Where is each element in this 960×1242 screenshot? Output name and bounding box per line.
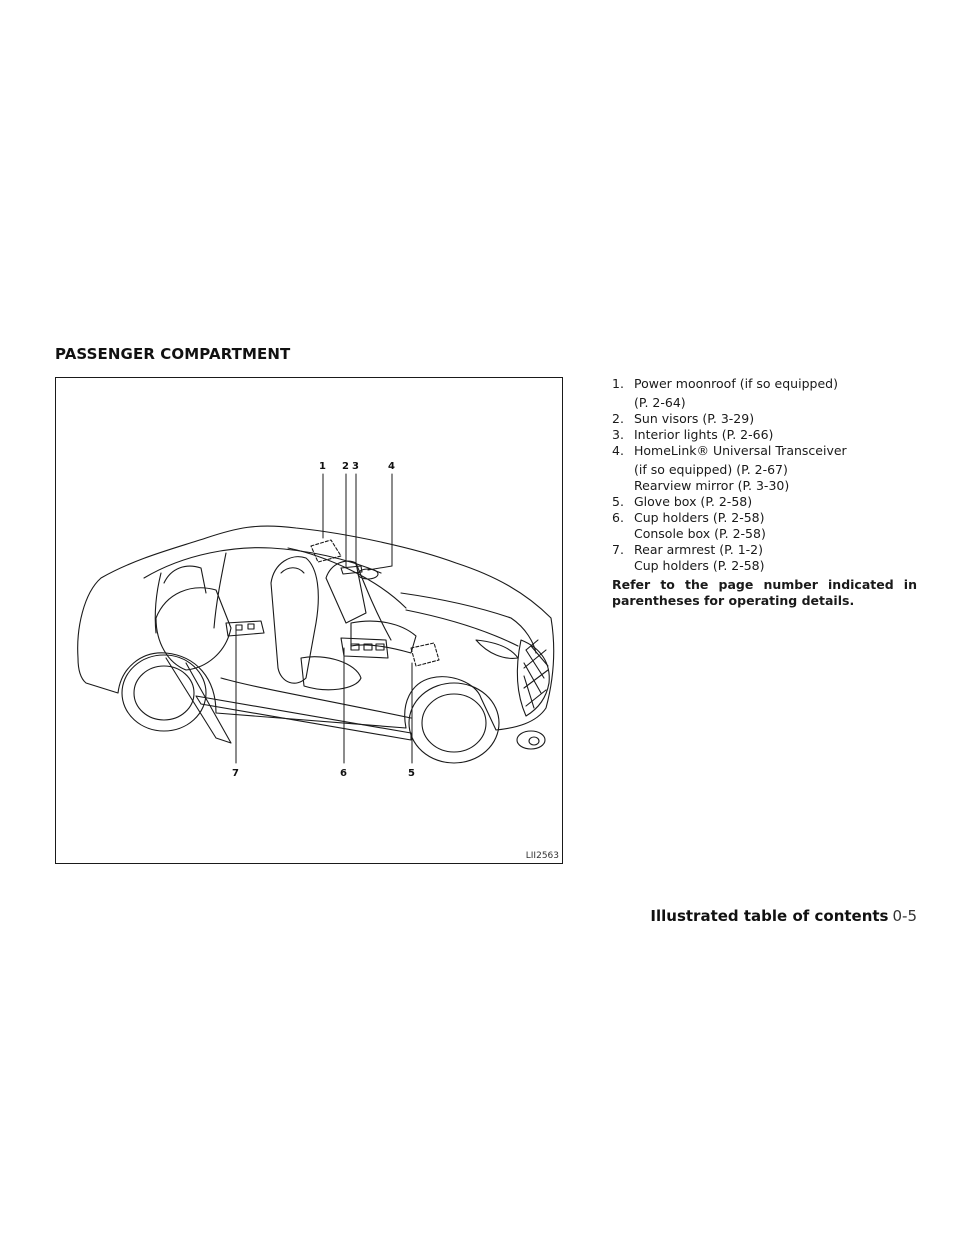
windshield bbox=[288, 548, 406, 608]
legend-text: Glove box (P. 2-58) bbox=[634, 494, 753, 509]
callout-6: 6 bbox=[340, 768, 347, 779]
legend-item bbox=[612, 376, 917, 411]
legend-text: HomeLink® Universal Transceiver bbox=[634, 443, 847, 458]
rear-armrest bbox=[226, 621, 264, 636]
car-cutaway-drawing bbox=[56, 378, 564, 865]
car-body-outline bbox=[78, 526, 554, 730]
front-seat-back bbox=[271, 557, 318, 683]
legend-number: 4. bbox=[612, 443, 624, 458]
legend-number: 5. bbox=[612, 494, 624, 509]
legend-item bbox=[612, 494, 917, 510]
car-interior-illustration bbox=[55, 377, 563, 864]
rear-seat bbox=[156, 588, 231, 670]
a-pillar bbox=[356, 563, 391, 640]
callout-1: 1 bbox=[319, 461, 326, 472]
legend-number: 1. bbox=[612, 376, 624, 391]
legend-text: Cup holders (P. 2-58) bbox=[634, 558, 765, 573]
legend-list bbox=[612, 376, 917, 609]
callout-leaders bbox=[236, 474, 412, 763]
glove-box-outline bbox=[411, 643, 439, 666]
section-title: PASSENGER COMPARTMENT bbox=[55, 345, 291, 363]
legend-text: (P. 2-64) bbox=[634, 395, 686, 410]
page-footer bbox=[0, 907, 917, 925]
legend-text: (if so equipped) (P. 2-67) bbox=[634, 462, 788, 477]
legend-text: Console box (P. 2-58) bbox=[634, 526, 766, 541]
legend-item bbox=[612, 427, 917, 443]
door-sill bbox=[196, 696, 411, 740]
legend-text: Interior lights (P. 2-66) bbox=[634, 427, 774, 442]
legend-number: 3. bbox=[612, 427, 624, 442]
figure-code: LII2563 bbox=[525, 851, 559, 861]
legend-text: Cup holders (P. 2-58) bbox=[634, 510, 765, 525]
hood bbox=[401, 593, 536, 653]
legend-item bbox=[612, 411, 917, 427]
hood-crease bbox=[406, 610, 518, 646]
page-number: 0-5 bbox=[892, 907, 917, 925]
callout-7: 7 bbox=[232, 768, 239, 779]
callout-2: 2 bbox=[342, 461, 349, 472]
legend-text: Power moonroof (if so equipped) bbox=[634, 376, 838, 391]
footer-title: Illustrated table of contents bbox=[650, 907, 889, 925]
legend-item bbox=[612, 443, 917, 494]
legend-text: Sun visors (P. 3-29) bbox=[634, 411, 755, 426]
legend-number: 2. bbox=[612, 411, 624, 426]
legend-item bbox=[612, 542, 917, 574]
callout-4: 4 bbox=[388, 461, 395, 472]
callout-5: 5 bbox=[408, 768, 415, 779]
legend-text: Rearview mirror (P. 3-30) bbox=[634, 478, 790, 493]
operating-details-note: Refer to the page number indicated in parentheses for operating details. bbox=[612, 577, 917, 608]
front-seat-cushion bbox=[301, 657, 361, 690]
callout-3: 3 bbox=[352, 461, 359, 472]
legend-number: 6. bbox=[612, 510, 624, 525]
legend-text: Rear armrest (P. 1-2) bbox=[634, 542, 763, 557]
legend-item bbox=[612, 510, 917, 542]
legend-number: 7. bbox=[612, 542, 624, 557]
